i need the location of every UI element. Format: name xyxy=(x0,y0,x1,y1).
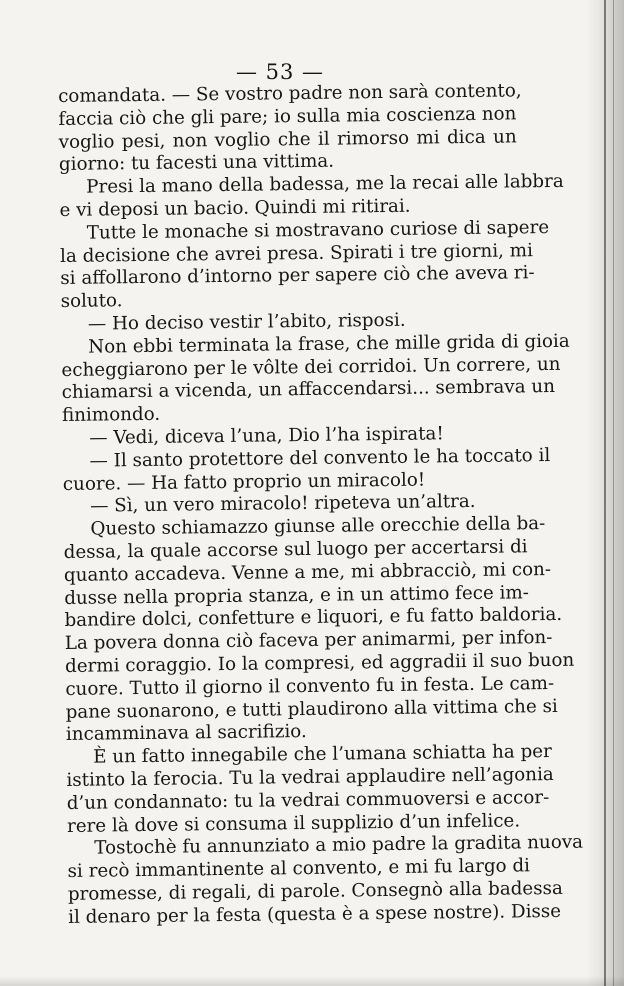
page-number: — 53 — xyxy=(235,60,325,84)
text-line: d’un condannato: tu la vedrai commuoversi e accor- xyxy=(66,786,550,814)
text-line: pane suonarono, e tutti plaudirono alla vittima che si xyxy=(65,695,558,723)
text-line: faccia ciò che gli pare; io sulla mia coscienza non xyxy=(58,103,517,130)
text-line: bandire dolci, confetture e liquori, e fu fatto baldoria. xyxy=(64,604,563,632)
text-line: Tutte le monache si mostravano curiose di sapere xyxy=(86,216,550,244)
text-line: Presi la mano della badessa, me la recai alle labbra xyxy=(86,171,564,198)
text-line: incamminava al sacrifizio. xyxy=(65,721,307,746)
text-line: si recò immantinente al convento, e mi fu largo di xyxy=(67,855,531,883)
text-line: promesse, di regali, di parole. Consegnò alla badessa xyxy=(67,877,563,905)
body-text xyxy=(58,80,584,929)
text-line: chiamarsi a vicenda, un affaccendarsi... sembrava un xyxy=(61,376,556,404)
text-line: dusse nella propria stanza, e in un attimo fece im- xyxy=(64,581,530,609)
text-line: Non ebbi terminata la frase, che mille grida di gioia xyxy=(88,330,570,358)
bottom-edge-shadow xyxy=(0,976,624,986)
text-line: La povera donna ciò faceva per animarmi, per infon- xyxy=(64,627,553,655)
text-line: e vi deposi un bacio. Quindi mi ritirai. xyxy=(59,195,411,221)
text-line: voglio pesi, non voglio che il rimorso mi dica un xyxy=(58,125,517,153)
text-line: È un fatto innegabile che l’umana schiatta ha per xyxy=(93,741,552,768)
text-line: — Il santo protettore del convento le ha toccato il xyxy=(89,444,551,472)
text-line: Tostochè fu annunziato a mio padre la gradita nuova xyxy=(94,831,584,859)
text-line: echeggiarono per le vôlte dei corridoi. Un correre, un xyxy=(61,353,561,381)
text-line: si affollarono d’intorno per sapere ciò che aveva ri- xyxy=(60,262,535,290)
text-line: finimondo. xyxy=(61,403,161,427)
text-line: dermi coraggio. Io la compresi, ed aggradii il suo buon xyxy=(64,649,575,677)
text-line: il denaro per la festa (questa è a spese nostre). Disse xyxy=(68,900,562,928)
page-edge-line-secondary xyxy=(613,0,614,986)
text-line: dessa, la quale accorse sul luogo per accertarsi di xyxy=(63,536,528,563)
text-line: giorno: tu facesti una vittima. xyxy=(58,151,335,176)
text-line: Questo schiamazzo giunse alle orecchie della ba- xyxy=(90,513,546,540)
text-line: soluto. xyxy=(60,290,123,313)
text-line: quanto accadeva. Venne a me, mi abbracciò, mi con- xyxy=(63,558,552,586)
text-line: la decisione che avrei presa. Spirati i tre giorni, mi xyxy=(59,239,534,267)
text-line: — Sì, un vero miracolo! ripeteva un’altra. xyxy=(90,491,476,517)
text-line: comandata. — Se vostro padre non sarà contento, xyxy=(58,80,522,107)
text-line: cuore. Tutto il giorno il convento fu in festa. Le cam- xyxy=(65,672,555,700)
page-edge-line xyxy=(604,0,606,986)
text-line: cuore. — Ha fatto proprio un miracolo! xyxy=(62,469,426,495)
text-line: istinto la ferocia. Tu la vedrai applaudire nell’agonia xyxy=(66,763,554,791)
text-line: — Vedi, diceva l’una, Dio l’ha ispirata! xyxy=(89,423,444,449)
text-line: — Ho deciso vestir l’abito, risposi. xyxy=(87,309,406,335)
text-line: rere là dove si consuma il supplizio d’un infelice. xyxy=(66,809,521,837)
